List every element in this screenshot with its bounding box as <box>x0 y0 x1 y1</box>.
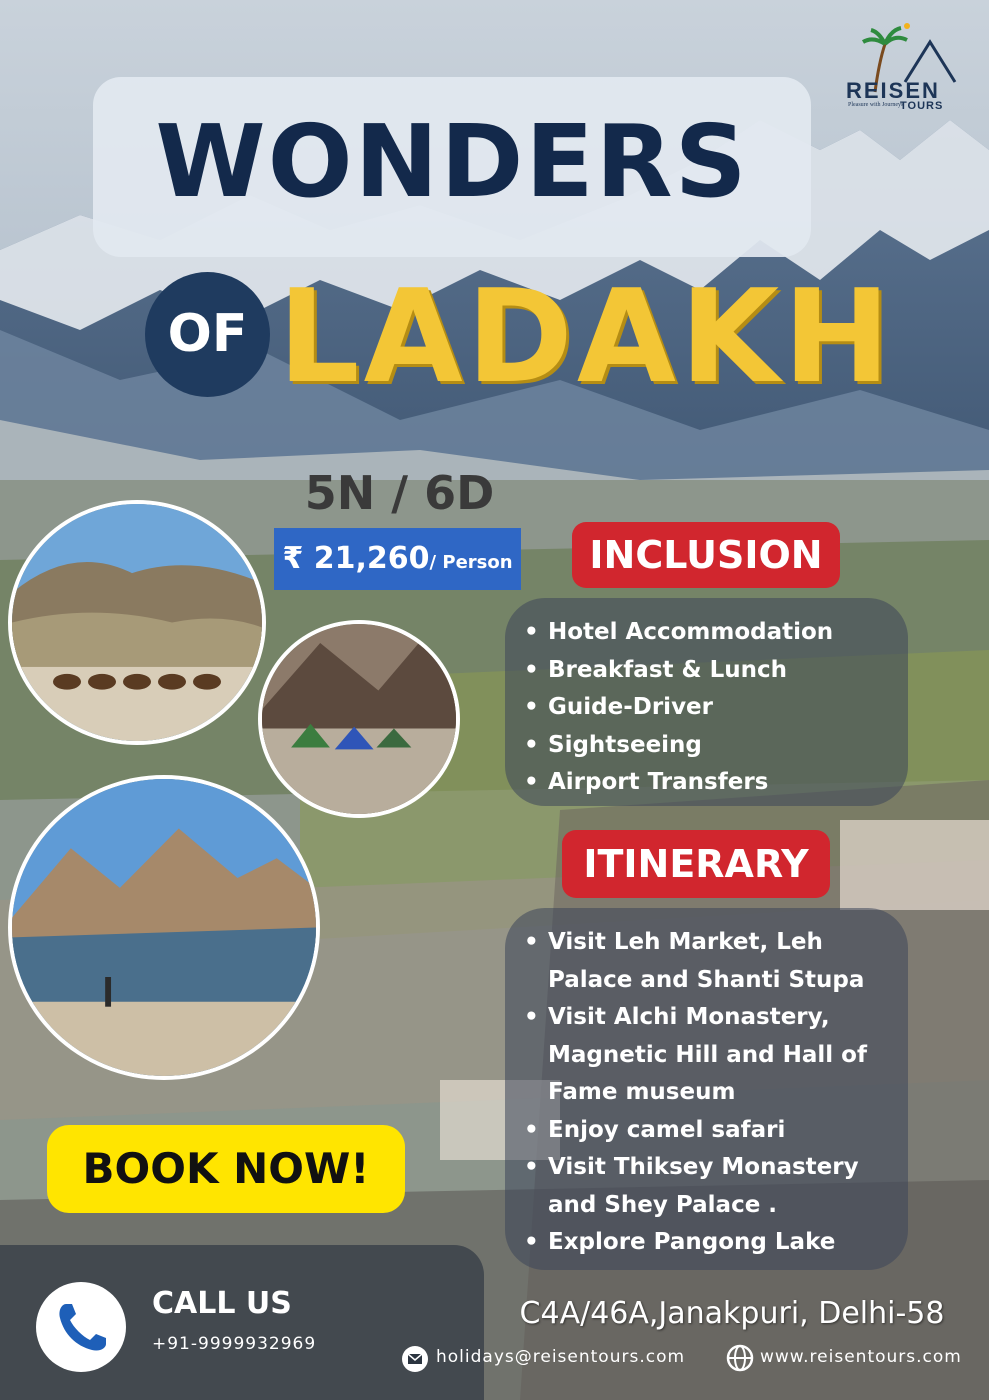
inclusion-list <box>520 614 900 802</box>
envelope-icon <box>401 1345 429 1373</box>
phone-icon[interactable] <box>36 1282 126 1372</box>
globe-icon <box>726 1344 754 1372</box>
price-unit: / Person <box>429 552 513 573</box>
price-amount: ₹ 21,260 <box>282 541 430 576</box>
itinerary-item: • Visit Thiksey Monastery and Shey Palace . <box>520 1149 900 1224</box>
address: C4A/46A,Janakpuri, Delhi-58 <box>519 1296 945 1331</box>
itinerary-item: • Enjoy camel safari <box>520 1112 900 1150</box>
logo-wordmark: REISEN <box>846 78 940 103</box>
call-us-label: CALL US <box>152 1286 292 1321</box>
inclusion-item: • Airport Transfers <box>520 764 900 802</box>
title-wonders: WONDERS <box>155 103 749 220</box>
itinerary-heading: ITINERARY <box>562 830 830 898</box>
logo-tagline: Pleasure with Journeys <box>848 102 904 108</box>
itinerary-list <box>520 924 900 1262</box>
of-text: OF <box>167 304 248 364</box>
price-label <box>274 528 521 590</box>
camel-safari-photo <box>8 500 266 745</box>
phone-number[interactable]: +91-9999932969 <box>152 1334 317 1354</box>
pangong-lake-photo <box>8 775 320 1080</box>
inclusion-heading: INCLUSION <box>572 522 840 588</box>
inclusion-item: • Sightseeing <box>520 727 900 765</box>
email-link[interactable]: holidays@reisentours.com <box>436 1347 686 1367</box>
package-duration: 5N / 6D <box>304 466 495 520</box>
inclusion-item: • Guide-Driver <box>520 689 900 727</box>
title-ladakh: LADAKH <box>278 263 895 412</box>
itinerary-item: • Visit Leh Market, Leh Palace and Shanti Stupa <box>520 924 900 999</box>
inclusion-item: • Breakfast & Lunch <box>520 652 900 690</box>
logo-subtitle: TOURS <box>900 100 944 112</box>
inclusion-item: • Hotel Accommodation <box>520 614 900 652</box>
itinerary-item: • Visit Alchi Monastery, Magnetic Hill and Hall of Fame museum <box>520 999 900 1112</box>
website-link[interactable]: www.reisentours.com <box>760 1347 962 1367</box>
itinerary-item: • Explore Pangong Lake <box>520 1224 900 1262</box>
camping-photo <box>258 620 460 818</box>
book-now-label[interactable]: BOOK NOW! <box>82 1144 370 1193</box>
